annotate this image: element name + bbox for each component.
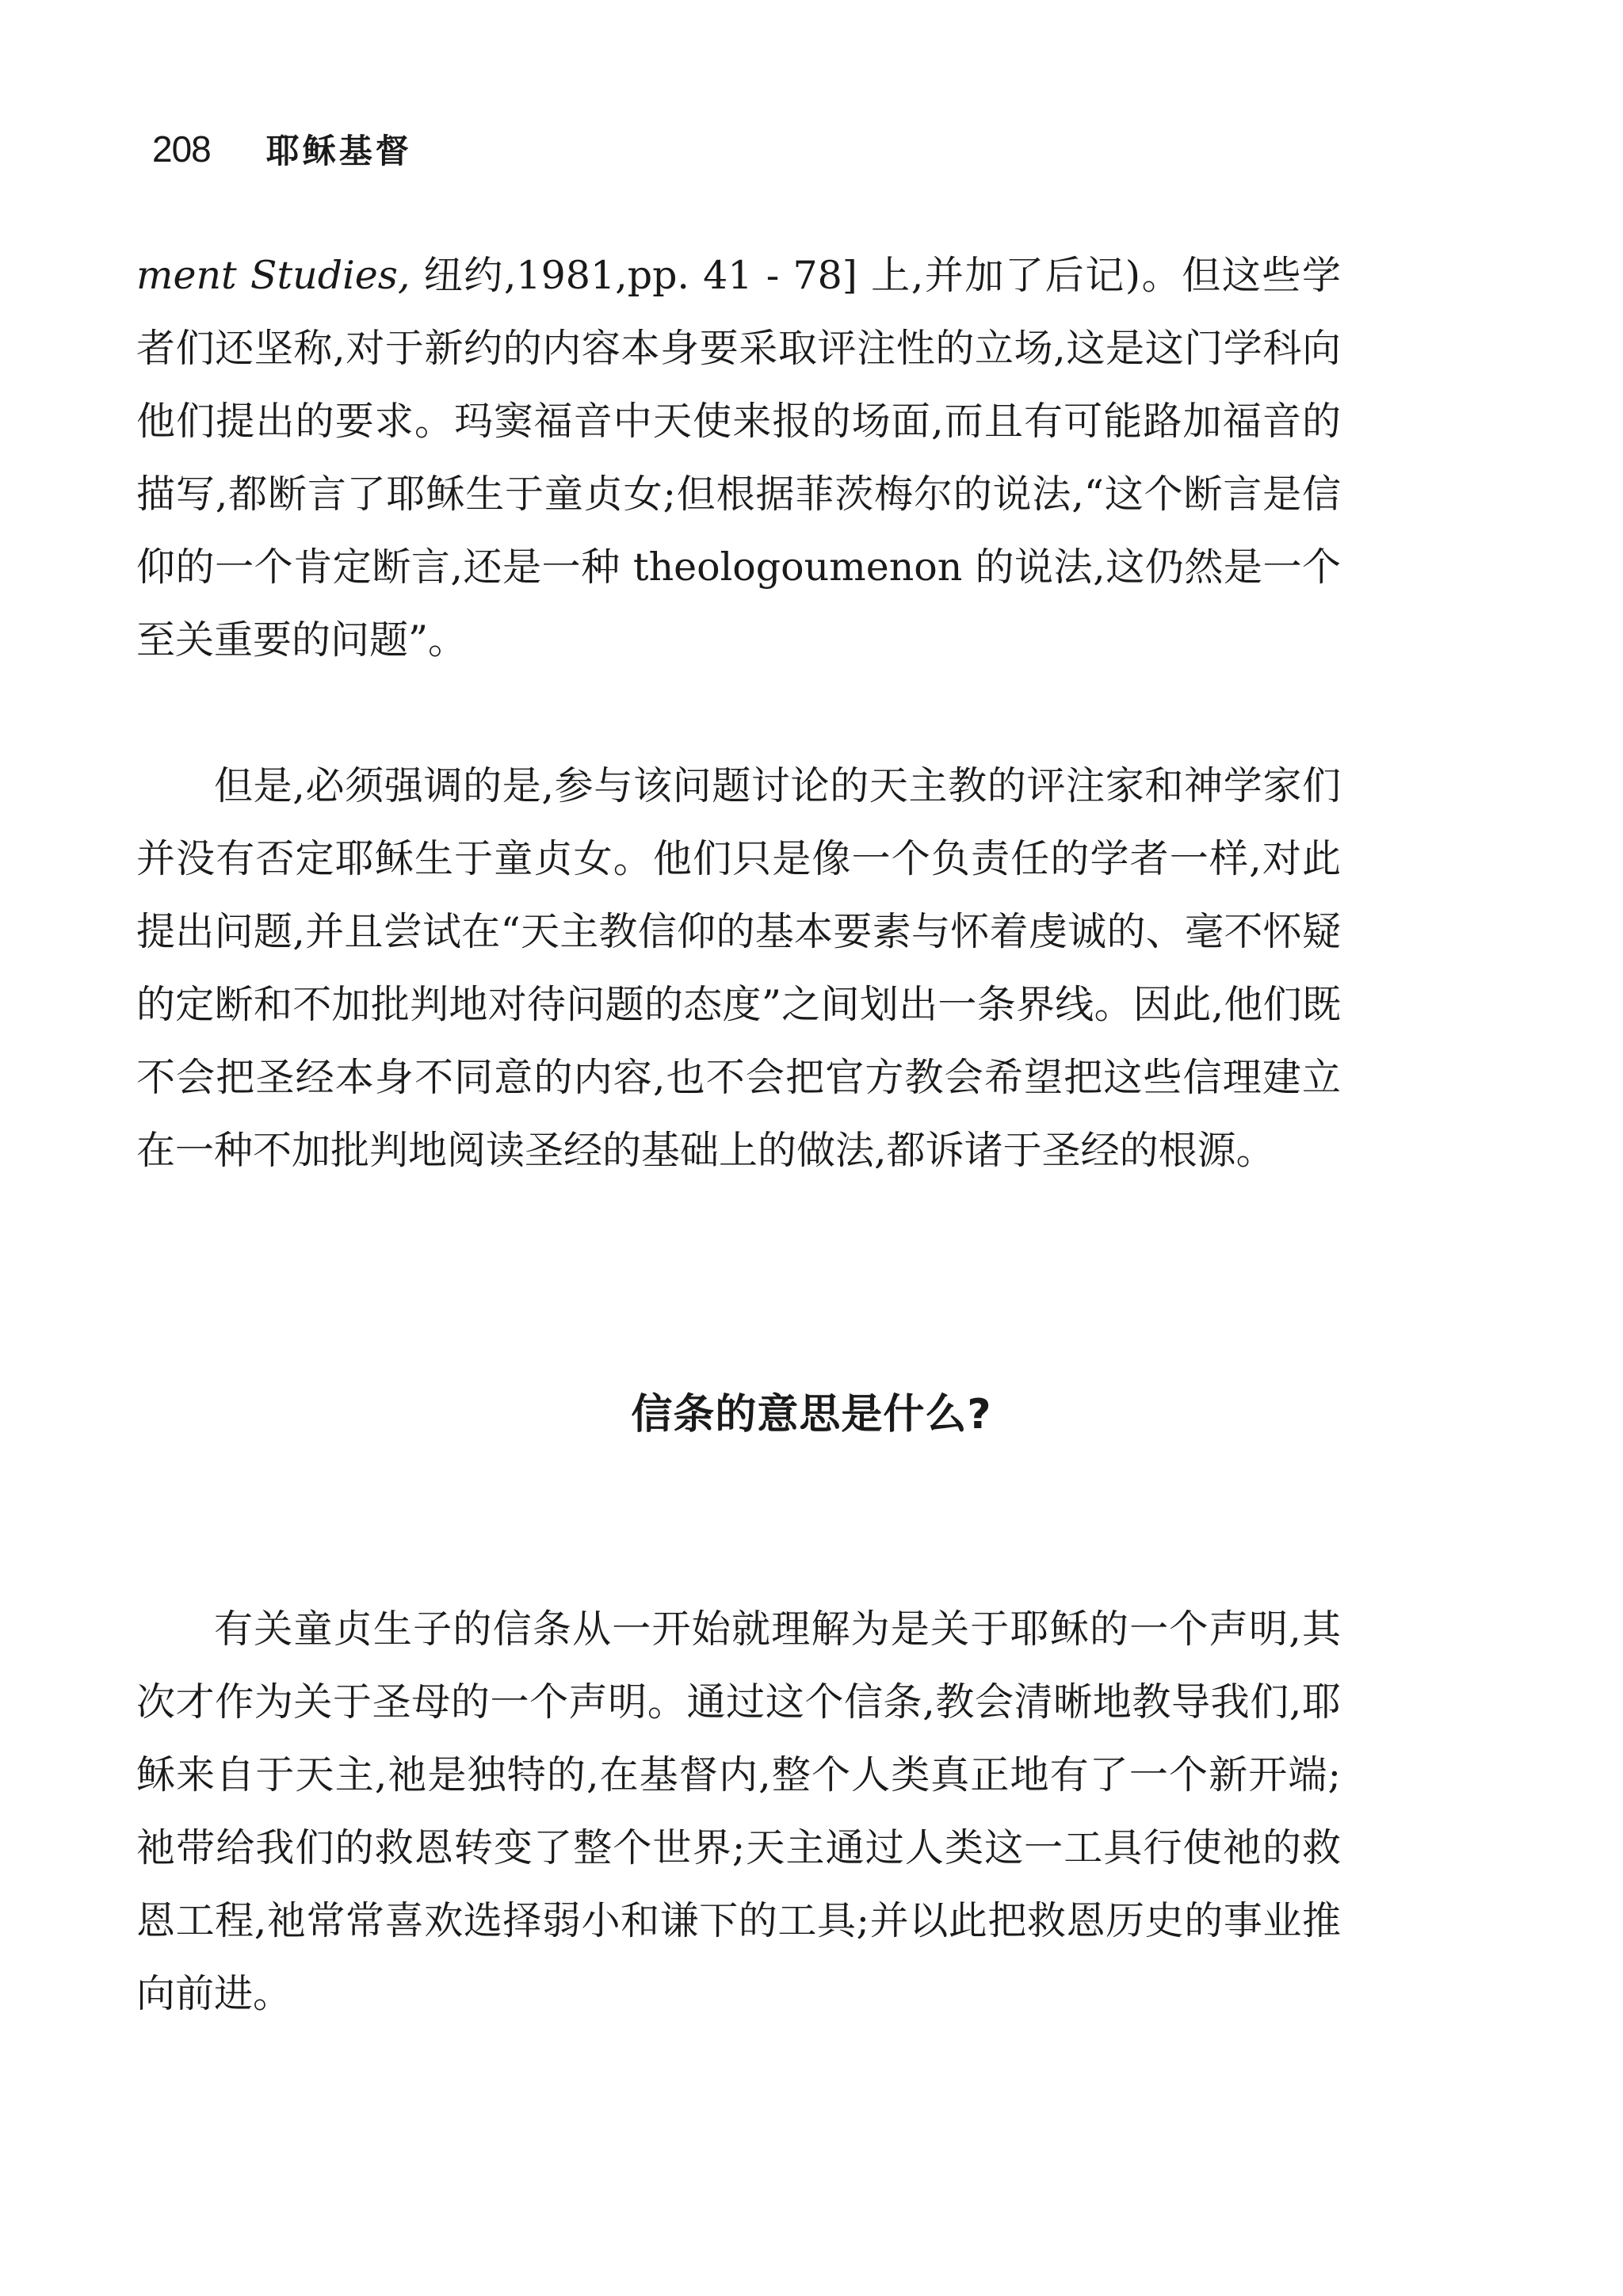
journal-name-italic: ment Studies,	[136, 253, 411, 298]
page-number: 208	[152, 128, 211, 170]
section-heading: 信条的意思是什么?	[631, 1391, 992, 1438]
paragraph-2: 但是,必须强调的是,参与该问题讨论的天主教的评注家和神学家们并没有否定耶稣生于童贞女。他们只是像一个负责任的学者一样,对此提出问题,并且尝试在“天主教信仰的基本要素与怀着虔诚的、毫不怀疑的定断和不加批判地对待问题的态度”之间划出一条界线。因此,他们既不会把圣经本身不同意的内容,也不会把官方教会希望把这些信理建立在一种不加批判地阅读圣经的基础上的做法,都诉诸于圣经的根源。	[136, 763, 1341, 1173]
running-head	[152, 125, 412, 173]
paragraph-1	[136, 239, 1341, 677]
paragraph-1-text: 纽约,1981,pp. 41 - 78] 上,并加了后记)。但这些学者们还坚称,对于新约的内容本身要采取评注性的立场,这是这门学科向他们提出的要求。玛窦福音中天使来报的场面,而且有可能路加福音的描写,都断言了耶稣生于童贞女;但根据菲茨梅尔的说法,“这个断言是信仰的一个肯定断言,还是一种 theologoumenon 的说法,这仍然是一个至关重要的问题”。	[136, 253, 1341, 663]
book-title: 耶稣基督	[265, 132, 412, 170]
paragraph-3: 有关童贞生子的信条从一开始就理解为是关于耶稣的一个声明,其次才作为关于圣母的一个声明。通过这个信条,教会清晰地教导我们,耶稣来自于天主,祂是独特的,在基督内,整个人类真正地有了一个新开端;祂带给我们的救恩转变了整个世界;天主通过人类这一工具行使祂的救恩工程,祂常常喜欢选择弱小和谦下的工具;并以此把救恩历史的事业推向前进。	[136, 1606, 1341, 2016]
